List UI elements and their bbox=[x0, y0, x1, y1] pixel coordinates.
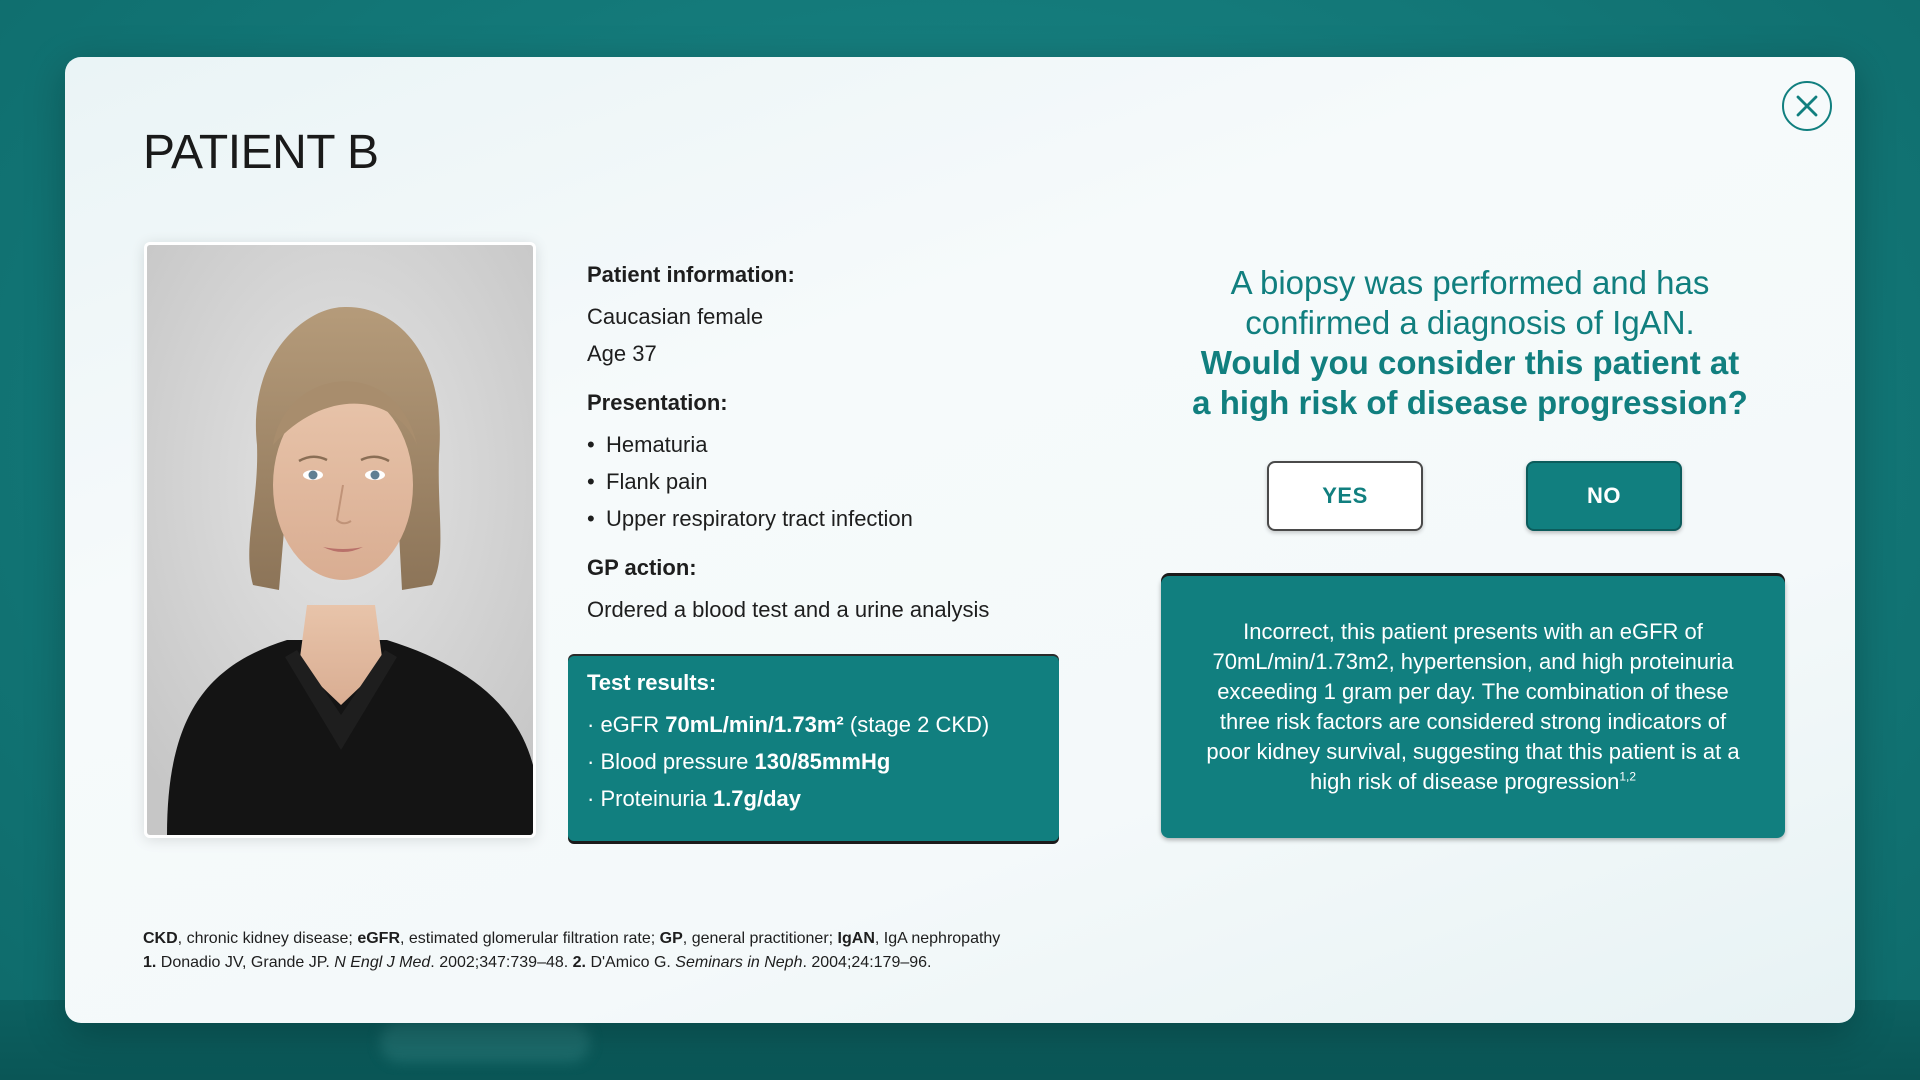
references-line: 1. Donadio JV, Grande JP. N Engl J Med. 2002;347:739–48. 2. D'Amico G. Seminars in Neph. 2004;24:179–96. bbox=[143, 954, 932, 971]
feedback-text: Incorrect, this patient presents with an eGFR of 70mL/min/1.73m2, hypertension, and high proteinuria exceeding 1 gram per day. The combination of these three risk factors are considered strong indicators of poor kidney survival, suggesting that this patient is at a high risk of disease progression$^{1,2}$ bbox=[1206, 619, 1740, 794]
presentation-item: • Hematuria bbox=[587, 426, 1107, 463]
question-text: A biopsy was performed and has confirmed a diagnosis of IgAN. Would you consider this patient at a high risk of disease progression? bbox=[1192, 264, 1748, 421]
close-icon bbox=[1796, 95, 1818, 117]
egfr-result: · eGFR 70mL/min/1.73m² (stage 2 CKD) bbox=[587, 712, 990, 737]
footnotes bbox=[143, 927, 1000, 975]
page-title: PATIENT B bbox=[143, 126, 379, 179]
yes-button[interactable]: YES bbox=[1267, 461, 1423, 531]
blood-pressure-result: · Blood pressure 130/85mmHg bbox=[587, 749, 891, 774]
presentation-heading: Presentation: bbox=[587, 390, 728, 415]
patient-info-heading: Patient information: bbox=[587, 262, 795, 287]
background-blur-element bbox=[380, 1022, 590, 1062]
presentation-item: • Upper respiratory tract infection bbox=[587, 500, 1107, 537]
patient-photo bbox=[144, 242, 536, 838]
patient-info-panel bbox=[587, 262, 1107, 628]
gp-action-text: Ordered a blood test and a urine analysis bbox=[587, 597, 990, 622]
test-results-heading: Test results: bbox=[587, 670, 717, 695]
feedback-box bbox=[1161, 576, 1785, 838]
patient-demographic: Caucasian female bbox=[587, 304, 764, 329]
presentation-list bbox=[587, 426, 1107, 537]
presentation-item: • Flank pain bbox=[587, 463, 1107, 500]
test-results-box bbox=[568, 656, 1059, 841]
proteinuria-result: · Proteinuria 1.7g/day bbox=[587, 786, 801, 811]
feedback-refs: 1,2 bbox=[1619, 769, 1637, 784]
gp-action-heading: GP action: bbox=[587, 555, 697, 580]
close-button[interactable] bbox=[1782, 81, 1832, 131]
abbreviations-line: CKD, chronic kidney disease; eGFR, estimated glomerular filtration rate; GP, general practitioner; IgAN, IgA nephropathy bbox=[143, 930, 1001, 947]
patient-modal bbox=[65, 57, 1855, 1023]
no-button[interactable]: NO bbox=[1526, 461, 1682, 531]
patient-age: Age 37 bbox=[587, 341, 657, 366]
